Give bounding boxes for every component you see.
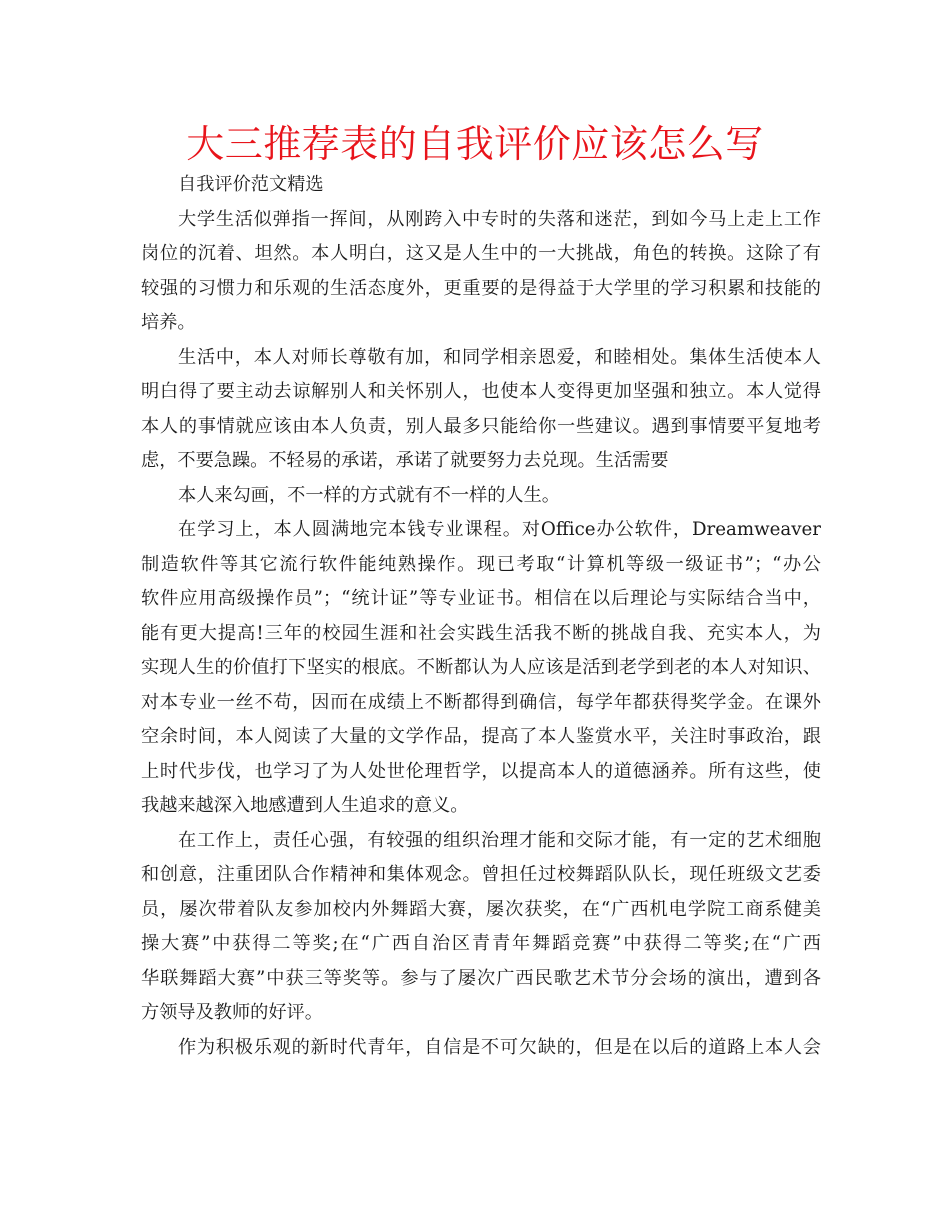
text-line: 大学生活似弹指一挥间，从刚跨入中专时的失落和迷茫，到如今马上走上工作 [178, 208, 821, 230]
text-line: 和创意，注重团队合作精神和集体观念。曾担任过校舞蹈队队长，现任班级文艺委 [141, 864, 821, 885]
document-body [141, 168, 821, 1065]
text-line: 华联舞蹈大赛”中获三等奖等。参与了屡次广西民歌艺术节分会场的演出，遭到各 [141, 967, 821, 989]
text-line: 生活中，本人对师长尊敬有加，和同学相亲恩爱，和睦相处。集体生活使本人 [178, 346, 821, 368]
text-line: 作为积极乐观的新时代青年，自信是不可欠缺的，但是在以后的道路上本人会 [178, 1036, 821, 1058]
text-line: 实现人生的价值打下坚实的根底。不断都认为人应该是活到老学到老的本人对知识、 [141, 657, 821, 678]
text-line: 明白得了要主动去谅解别人和关怀别人，也使本人变得更加坚强和独立。本人觉得 [141, 381, 821, 402]
text-line: 较强的习惯力和乐观的生活态度外，更重要的是得益于大学里的学习积累和技能的 [141, 277, 821, 299]
text-line: 本人的事情就应该由本人负责，别人最多只能给你一些建议。遇到事情要平复地考 [141, 415, 821, 437]
document-title: 大三推荐表的自我评价应该怎么写 [186, 122, 764, 166]
text-line: 空余时间，本人阅读了大量的文学作品，提高了本人鉴赏水平，关注时事政治，跟 [141, 726, 821, 747]
text-line: 上时代步伐，也学习了为人处世伦理哲学，以提高本人的道德涵养。所有这些，使 [141, 760, 821, 782]
text-line: 制造软件等其它流行软件能纯熟操作。现已考取“计算机等级一级证书”；“办公 [141, 553, 821, 575]
text-line: 培养。 [141, 312, 196, 333]
text-line: 员，屡次带着队友参加校内外舞蹈大赛，屡次获奖，在“广西机电学院工商系健美 [141, 898, 821, 920]
text-line: 在学习上，本人圆满地完本钱专业课程。对Office办公软件，Dreamweaver [178, 519, 821, 540]
text-line: 对本专业一丝不苟，因而在成绩上不断都得到确信，每学年都获得奖学金。在课外 [141, 691, 821, 713]
text-line: 软件应用高级操作员”；“统计证”等专业证书。相信在以后理论与实际结合当中， [141, 588, 821, 609]
text-line: 虑，不要急躁。不轻易的承诺，承诺了就要努力去兑现。生活需要 [141, 450, 669, 471]
text-line: 能有更大提高!三年的校园生涯和社会实践生活我不断的挑战自我、充实本人，为 [141, 622, 821, 644]
text-line: 自我评价范文精选 [178, 174, 324, 195]
text-line: 方领导及教师的好评。 [141, 1002, 323, 1023]
text-line: 操大赛”中获得二等奖;在“广西自治区青青年舞蹈竞赛”中获得二等奖;在“广西 [141, 933, 821, 954]
text-line: 岗位的沉着、坦然。本人明白，这又是人生中的一大挑战，角色的转换。这除了有 [141, 243, 821, 264]
text-line: 在工作上，责任心强，有较强的组织治理才能和交际才能，有一定的艺术细胞 [178, 829, 821, 851]
text-line: 我越来越深入地感遭到人生追求的意义。 [141, 795, 469, 816]
text-line: 本人来勾画，不一样的方式就有不一样的人生。 [178, 484, 560, 506]
